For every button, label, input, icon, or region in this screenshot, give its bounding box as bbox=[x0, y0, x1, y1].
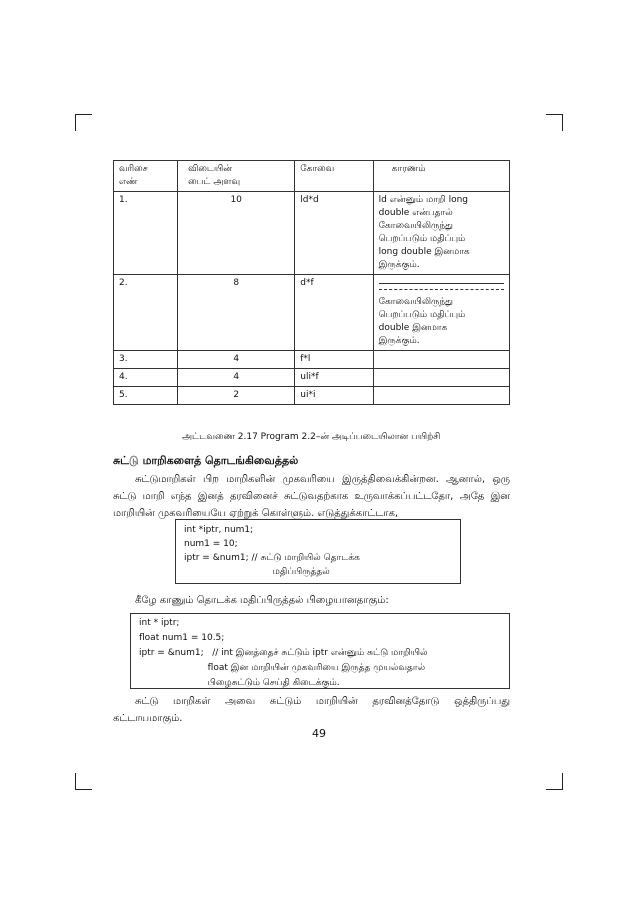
header-serial bbox=[114, 161, 178, 192]
blank-fill-line bbox=[379, 283, 504, 284]
cell-serial: 3. bbox=[114, 351, 178, 369]
code-line: int *iptr, num1; bbox=[184, 525, 254, 535]
reason-line: double இனமாக bbox=[378, 323, 448, 333]
crop-mark-top-left-v bbox=[75, 114, 76, 131]
cell-size: 2 bbox=[178, 387, 295, 405]
header-serial-line1: வரிசை bbox=[119, 164, 148, 174]
cell-serial: 4. bbox=[114, 369, 178, 387]
header-size bbox=[178, 161, 295, 192]
crop-mark-bottom-left-h bbox=[75, 789, 92, 790]
table-row bbox=[114, 351, 510, 369]
header-size-line2: பைட் அளவு bbox=[188, 177, 241, 187]
cell-serial: 2. bbox=[114, 275, 178, 351]
cell-expression: ui*i bbox=[295, 387, 373, 405]
paragraph-error-intro: கீழே காணும் தொடக்க மதிப்பிருத்தல் பிழையானதாகும்: bbox=[135, 595, 389, 606]
cell-expression: f*l bbox=[295, 351, 373, 369]
code-box-error bbox=[130, 613, 510, 689]
cell-size: 4 bbox=[178, 369, 295, 387]
cell-size: 4 bbox=[178, 351, 295, 369]
crop-mark-top-right-h bbox=[546, 114, 563, 115]
section-heading: சுட்டு மாறிகளைத் தொடங்கிவைத்தல் bbox=[113, 454, 299, 467]
code-line: iptr = &num1; // சுட்டு மாறியில் தொடக்க bbox=[184, 553, 360, 563]
cell-reason bbox=[373, 275, 509, 351]
cell-reason bbox=[373, 192, 509, 275]
cell-expression: d*f bbox=[295, 275, 373, 351]
cell-reason bbox=[373, 351, 509, 369]
reason-line: பெறப்படும் மதிப்பும் bbox=[378, 234, 466, 244]
crop-mark-top-right-v bbox=[562, 114, 563, 131]
table-row bbox=[114, 192, 510, 275]
page-number: 49 bbox=[312, 727, 326, 740]
cell-expression: ld*d bbox=[295, 192, 373, 275]
reason-line: இருக்கும். bbox=[378, 336, 420, 346]
code-line: iptr = &num1; // int இனத்தைச் சுட்டும் iptr என்னும் சுட்டு மாறியில் bbox=[139, 648, 428, 658]
cell-expression: uli*f bbox=[295, 369, 373, 387]
cell-serial: 1. bbox=[114, 192, 178, 275]
cell-serial: 5. bbox=[114, 387, 178, 405]
table-caption: அட்டவணை 2.17 Program 2.2–ன் அடிப்படையிலான பயிற்சி bbox=[182, 432, 441, 442]
header-size-line1: விடையின் bbox=[188, 164, 232, 174]
header-reason: காரணம் bbox=[373, 161, 509, 192]
table-row bbox=[114, 387, 510, 405]
paragraph-intro: சுட்டுமாறிகள் பிற மாறிகளின் முகவரியை இருத்திவைக்கின்றன. ஆனால், ஒரு சுட்டு மாறி எந்த இனத் தரவினைச் சுட்டுவதற்காக உருவாக்கப்பட்டதோ, அதே இன மாறியின் முகவரியையே ஏற்றுக் கொள்ளும். எடுத்துக்காட்டாக, bbox=[113, 474, 510, 519]
code-line: int * iptr; bbox=[139, 618, 180, 628]
code-line: float இன மாறியின் முகவரியை இருத்த முயல்வதால் bbox=[139, 663, 426, 673]
crop-mark-bottom-left-v bbox=[75, 773, 76, 790]
table-row bbox=[114, 369, 510, 387]
code-line: num1 = 10; bbox=[184, 539, 238, 549]
reason-line: long double இனமாக bbox=[378, 247, 470, 257]
paragraph-conclusion: சுட்டு மாறிகள் அவை சுட்டும் மாறியின் தரவினத்தோடு ஒத்திருப்பது கட்டாயமாகும். bbox=[113, 696, 510, 724]
crop-mark-top-left-h bbox=[75, 114, 92, 115]
cell-reason bbox=[373, 369, 509, 387]
header-expression: கோவை bbox=[295, 161, 373, 192]
data-type-table bbox=[113, 160, 510, 405]
crop-mark-bottom-right-h bbox=[546, 789, 563, 790]
reason-line: ld என்னும் மாறி long bbox=[378, 195, 468, 205]
code-line: மதிப்பிருத்தல் bbox=[184, 567, 330, 577]
crop-mark-bottom-right-v bbox=[562, 773, 563, 790]
cell-reason bbox=[373, 387, 509, 405]
reason-line: double என்பதால் bbox=[378, 208, 453, 218]
header-serial-line2: எண் bbox=[119, 177, 138, 187]
code-line: பிழைசுட்டும் செய்தி கிடைக்கும். bbox=[139, 678, 340, 688]
blank-fill-line bbox=[379, 289, 504, 290]
reason-line: கோவையிலிருந்து bbox=[378, 221, 453, 231]
reason-line: இருக்கும். bbox=[378, 260, 420, 270]
code-box-example bbox=[175, 519, 461, 584]
reason-line: பெறப்படும் மதிப்பும் bbox=[378, 310, 466, 320]
cell-size: 8 bbox=[178, 275, 295, 351]
reason-line: கோவையிலிருந்து bbox=[378, 297, 453, 307]
table-header-row bbox=[114, 161, 510, 192]
table-row bbox=[114, 275, 510, 351]
cell-size: 10 bbox=[178, 192, 295, 275]
code-line: float num1 = 10.5; bbox=[139, 633, 225, 643]
